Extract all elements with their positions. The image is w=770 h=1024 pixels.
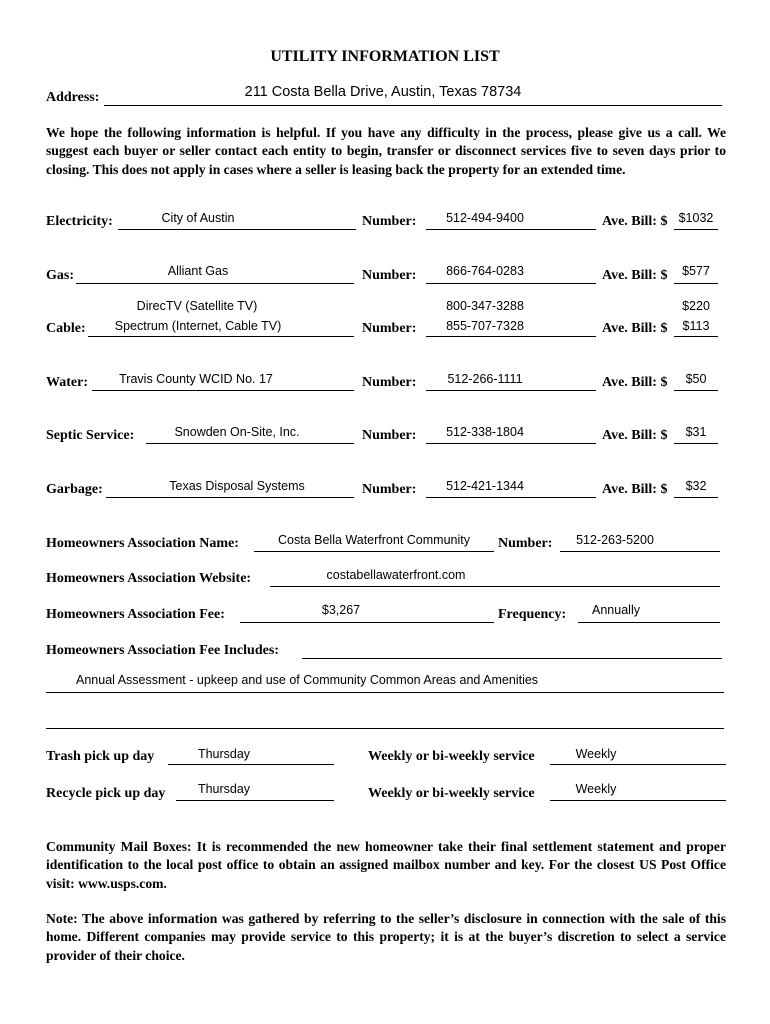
septic-number[interactable]: 512-338-1804 <box>446 425 524 439</box>
trash-service[interactable]: Weekly <box>575 747 617 761</box>
recycle-service-label: Weekly or bi-weekly service <box>368 786 535 801</box>
water-provider-underline <box>92 390 354 391</box>
garbage-provider-underline <box>106 497 354 498</box>
electricity-number-label: Number: <box>362 214 417 229</box>
trash-pickup-label: Trash pick up day <box>46 749 155 764</box>
hoa-fee-underline <box>240 622 494 623</box>
garbage-bill[interactable]: $32 <box>685 479 707 493</box>
water-bill-underline <box>674 390 718 391</box>
electricity-number[interactable]: 512-494-9400 <box>446 211 524 225</box>
electricity-provider-underline <box>118 229 356 230</box>
cable-number-2[interactable]: 855-707-7328 <box>446 319 524 333</box>
cable-number-label: Number: <box>362 321 417 336</box>
garbage-provider[interactable]: Texas Disposal Systems <box>169 479 305 493</box>
address-value[interactable]: 211 Costa Bella Drive, Austin, Texas 78734 <box>244 84 522 100</box>
recycle-service-underline <box>550 800 726 801</box>
water-number[interactable]: 512-266-1111 <box>447 372 523 386</box>
gas-bill[interactable]: $577 <box>682 264 710 278</box>
recycle-pickup-label: Recycle pick up day <box>46 786 166 801</box>
water-provider[interactable]: Travis County WCID No. 17 <box>119 372 273 386</box>
septic-label: Septic Service: <box>46 428 135 443</box>
cable-bill-label: Ave. Bill: $ <box>602 321 668 336</box>
electricity-label: Electricity: <box>46 214 113 229</box>
hoa-number[interactable]: 512-263-5200 <box>576 533 654 547</box>
electricity-provider[interactable]: City of Austin <box>161 211 235 225</box>
page-title: UTILITY INFORMATION LIST <box>270 48 500 65</box>
cable-bill-underline <box>674 336 718 337</box>
gas-bill-underline <box>674 283 718 284</box>
trash-day-underline <box>168 764 334 765</box>
trash-service-underline <box>550 764 726 765</box>
septic-bill[interactable]: $31 <box>685 425 707 439</box>
hoa-website-label: Homeowners Association Website: <box>46 571 252 586</box>
trash-service-label: Weekly or bi-weekly service <box>368 749 535 764</box>
hoa-frequency-label: Frequency: <box>498 607 567 622</box>
water-number-label: Number: <box>362 375 417 390</box>
water-bill-label: Ave. Bill: $ <box>602 375 668 390</box>
hoa-frequency[interactable]: Annually <box>592 603 640 617</box>
cable-provider-underline <box>88 336 354 337</box>
hoa-website[interactable]: costabellawaterfront.com <box>326 568 466 582</box>
gas-number[interactable]: 866-764-0283 <box>446 264 524 278</box>
hoa-number-underline <box>560 551 720 552</box>
septic-provider[interactable]: Snowden On-Site, Inc. <box>174 425 300 439</box>
cable-number-underline <box>426 336 596 337</box>
gas-label: Gas: <box>46 268 74 283</box>
gas-number-underline <box>426 283 596 284</box>
disclaimer-note: Note: The above information was gathered by referring to the seller’s disclosure in connection with the sale of this home. Different companies may provide service to this property; it is at the buyer’s discretion to select a service provider of their choice. <box>46 911 726 963</box>
hoa-name[interactable]: Costa Bella Waterfront Community <box>278 533 470 547</box>
electricity-bill-label: Ave. Bill: $ <box>602 214 668 229</box>
gas-bill-label: Ave. Bill: $ <box>602 268 668 283</box>
septic-number-underline <box>426 443 596 444</box>
garbage-number-underline <box>426 497 596 498</box>
gas-provider[interactable]: Alliant Gas <box>167 264 229 278</box>
garbage-label: Garbage: <box>46 482 103 497</box>
mailbox-note: Community Mail Boxes: It is recommended the new homeowner take their final settlement statement and proper identification to the local post office to obtain an assigned mailbox number and key. For the closest US Post Office visit: www.usps.com. <box>46 839 726 891</box>
address-label: Address: <box>46 90 100 105</box>
hoa-fee[interactable]: $3,267 <box>321 603 361 617</box>
septic-bill-underline <box>674 443 718 444</box>
recycle-service[interactable]: Weekly <box>575 782 617 796</box>
water-bill[interactable]: $50 <box>685 372 707 386</box>
gas-provider-underline <box>76 283 354 284</box>
hoa-includes-underline-3 <box>46 728 724 729</box>
hoa-name-label: Homeowners Association Name: <box>46 536 239 551</box>
intro-paragraph: We hope the following information is helpful. If you have any difficulty in the process, please give us a call. We suggest each buyer or seller contact each entity to begin, transfer or disconnect services five to seven days prior to closing. This does not apply in cases where a seller is leasing back the property for an extended time. <box>46 125 726 177</box>
hoa-number-label: Number: <box>498 536 553 551</box>
address-underline <box>104 105 722 106</box>
garbage-number[interactable]: 512-421-1344 <box>446 479 524 493</box>
recycle-day-underline <box>176 800 334 801</box>
garbage-bill-label: Ave. Bill: $ <box>602 482 668 497</box>
trash-day[interactable]: Thursday <box>197 747 251 761</box>
cable-label: Cable: <box>46 321 86 336</box>
hoa-includes-underline-1 <box>302 658 722 659</box>
hoa-name-underline <box>254 551 494 552</box>
garbage-bill-underline <box>674 497 718 498</box>
hoa-includes[interactable]: Annual Assessment - upkeep and use of Community Common Areas and Amenities <box>76 673 539 687</box>
electricity-bill[interactable]: $1032 <box>678 211 714 225</box>
cable-provider-1[interactable]: DirecTV (Satellite TV) <box>136 299 258 313</box>
septic-number-label: Number: <box>362 428 417 443</box>
cable-bill-1[interactable]: $220 <box>682 299 710 313</box>
hoa-includes-underline-2 <box>46 692 724 693</box>
septic-bill-label: Ave. Bill: $ <box>602 428 668 443</box>
water-label: Water: <box>46 375 88 390</box>
cable-provider-2[interactable]: Spectrum (Internet, Cable TV) <box>114 319 282 333</box>
cable-number-1[interactable]: 800-347-3288 <box>446 299 524 313</box>
hoa-includes-label: Homeowners Association Fee Includes: <box>46 643 279 658</box>
gas-number-label: Number: <box>362 268 417 283</box>
cable-bill-2[interactable]: $113 <box>682 319 710 333</box>
garbage-number-label: Number: <box>362 482 417 497</box>
water-number-underline <box>426 390 596 391</box>
hoa-frequency-underline <box>578 622 720 623</box>
electricity-bill-underline <box>674 229 718 230</box>
septic-provider-underline <box>146 443 354 444</box>
hoa-website-underline <box>270 586 720 587</box>
hoa-fee-label: Homeowners Association Fee: <box>46 607 225 622</box>
electricity-number-underline <box>426 229 596 230</box>
recycle-day[interactable]: Thursday <box>197 782 251 796</box>
